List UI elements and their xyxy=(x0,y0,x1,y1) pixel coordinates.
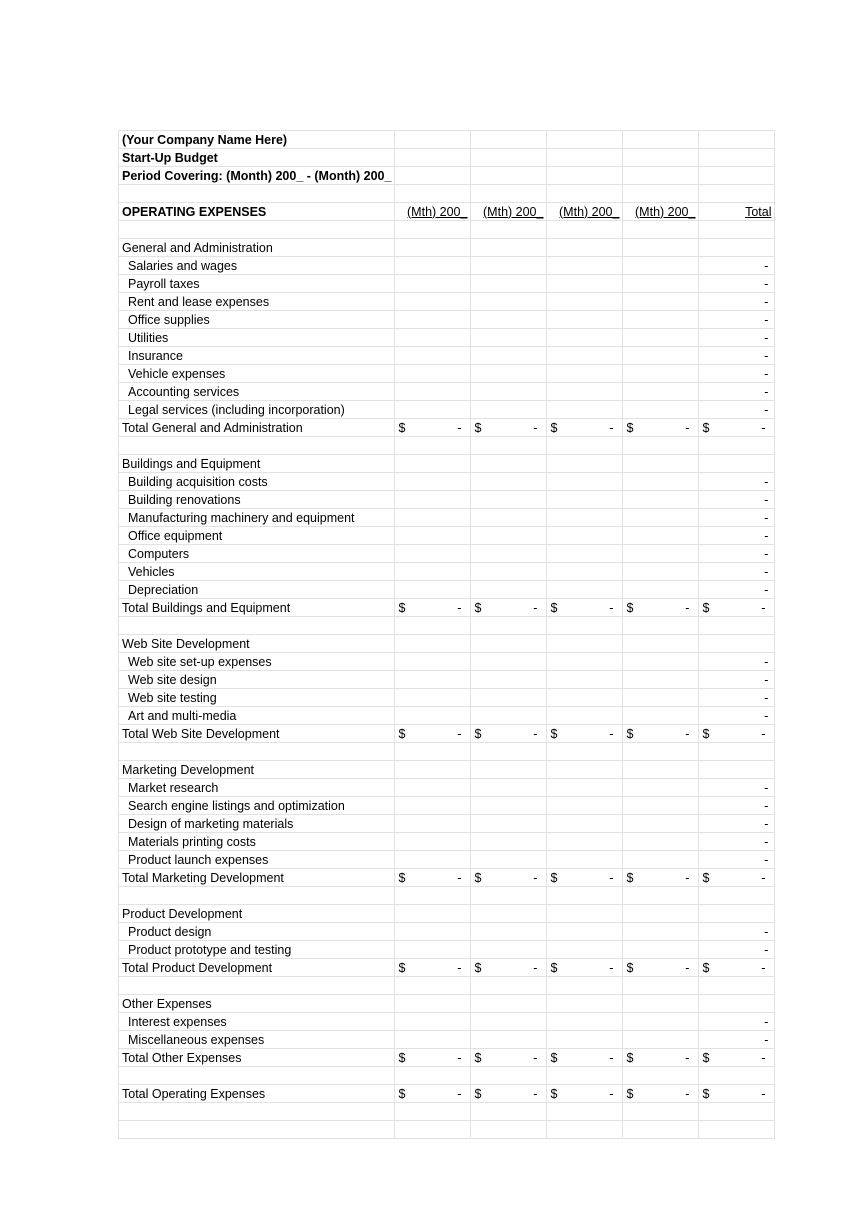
row-total-dash[interactable]: - xyxy=(699,383,775,401)
expense-row xyxy=(119,401,775,419)
currency-symbol: $ xyxy=(398,1050,406,1065)
expense-row xyxy=(119,257,775,275)
blank-row xyxy=(119,1121,775,1139)
expense-label[interactable]: Accounting services xyxy=(119,383,395,401)
blank-row xyxy=(119,743,775,761)
row-total-dash[interactable]: - xyxy=(699,779,775,797)
expense-row xyxy=(119,815,775,833)
blank-row xyxy=(119,617,775,635)
row-total-dash[interactable]: - xyxy=(699,653,775,671)
dash-value: - xyxy=(761,726,766,741)
section-total-row-month-3[interactable] xyxy=(547,419,623,437)
currency-symbol: $ xyxy=(550,870,558,885)
expense-row xyxy=(119,545,775,563)
dash-value: - xyxy=(761,870,766,885)
section-total-row-grand[interactable] xyxy=(699,419,775,437)
section-total-row-grand[interactable] xyxy=(699,1049,775,1067)
row-total-dash[interactable]: - xyxy=(699,329,775,347)
expense-label[interactable]: Vehicle expenses xyxy=(119,365,395,383)
dash-value: - xyxy=(609,1050,614,1065)
section-total-row-month-4[interactable] xyxy=(623,959,699,977)
dash-value: - xyxy=(609,726,614,741)
expense-label[interactable]: Manufacturing machinery and equipment xyxy=(119,509,395,527)
row-total-dash[interactable]: - xyxy=(699,563,775,581)
section-total-row-grand[interactable] xyxy=(699,959,775,977)
section-total-row xyxy=(119,419,775,437)
row-total-dash[interactable]: - xyxy=(699,365,775,383)
expense-label[interactable]: Depreciation xyxy=(119,581,395,599)
currency-symbol: $ xyxy=(702,726,710,741)
row-total-dash[interactable]: - xyxy=(699,275,775,293)
currency-symbol: $ xyxy=(398,726,406,741)
expense-label[interactable]: Payroll taxes xyxy=(119,275,395,293)
dash-value: - xyxy=(533,960,538,975)
section-total-row-month-2[interactable] xyxy=(471,599,547,617)
row-total-dash[interactable]: - xyxy=(699,815,775,833)
expense-label[interactable]: Web site design xyxy=(119,671,395,689)
dash-value: - xyxy=(457,960,462,975)
expense-row xyxy=(119,689,775,707)
month-header-3[interactable]: (Mth) 200_ xyxy=(547,203,623,221)
currency-symbol: $ xyxy=(474,1050,482,1065)
dash-value: - xyxy=(533,726,538,741)
dash-value: - xyxy=(685,960,690,975)
row-total-dash[interactable]: - xyxy=(699,545,775,563)
expense-row xyxy=(119,347,775,365)
row-total-dash[interactable]: - xyxy=(699,1031,775,1049)
row-total-dash[interactable]: - xyxy=(699,509,775,527)
dash-value: - xyxy=(685,870,690,885)
section-total-row-month-2[interactable] xyxy=(471,419,547,437)
expense-label[interactable]: Insurance xyxy=(119,347,395,365)
dash-value: - xyxy=(533,420,538,435)
dash-value: - xyxy=(533,1086,538,1101)
dash-value: - xyxy=(761,1050,766,1065)
row-total-dash[interactable]: - xyxy=(699,527,775,545)
currency-symbol: $ xyxy=(626,600,634,615)
expense-label[interactable]: Office supplies xyxy=(119,311,395,329)
expense-label[interactable]: Rent and lease expenses xyxy=(119,293,395,311)
expense-label[interactable]: Miscellaneous expenses xyxy=(119,1031,395,1049)
currency-symbol: $ xyxy=(626,1050,634,1065)
expense-label[interactable]: Search engine listings and optimization xyxy=(119,797,395,815)
expense-row xyxy=(119,329,775,347)
section-total-row xyxy=(119,1049,775,1067)
section-total-row-label[interactable]: Total Other Expenses xyxy=(119,1049,395,1067)
blank-row xyxy=(119,185,775,203)
section-total-row-month-4[interactable] xyxy=(623,1049,699,1067)
row-total-dash[interactable]: - xyxy=(699,797,775,815)
section-header-row xyxy=(119,761,775,779)
dash-value: - xyxy=(533,870,538,885)
section-total-row-grand[interactable] xyxy=(699,869,775,887)
currency-symbol: $ xyxy=(550,420,558,435)
row-total-dash[interactable]: - xyxy=(699,833,775,851)
expense-row xyxy=(119,779,775,797)
expense-label[interactable]: Market research xyxy=(119,779,395,797)
section-total-row-month-3[interactable] xyxy=(547,599,623,617)
expense-label[interactable]: Materials printing costs xyxy=(119,833,395,851)
section-total-row-month-4[interactable] xyxy=(623,419,699,437)
period-covering[interactable]: Period Covering: (Month) 200_ - (Month) 200_ xyxy=(119,167,395,185)
expense-row xyxy=(119,1031,775,1049)
expense-label[interactable]: Design of marketing materials xyxy=(119,815,395,833)
blank-row xyxy=(119,221,775,239)
section-total-row-month-3[interactable] xyxy=(547,725,623,743)
expense-label[interactable]: Art and multi-media xyxy=(119,707,395,725)
row-total-dash[interactable]: - xyxy=(699,941,775,959)
dash-value: - xyxy=(685,1050,690,1065)
section-total-row-label[interactable]: Total Web Site Development xyxy=(119,725,395,743)
expense-label[interactable]: Legal services (including incorporation) xyxy=(119,401,395,419)
row-total-dash[interactable]: - xyxy=(699,491,775,509)
dash-value: - xyxy=(457,420,462,435)
title-row xyxy=(119,149,775,167)
section-title[interactable]: Product Development xyxy=(119,905,395,923)
currency-symbol: $ xyxy=(474,1086,482,1101)
currency-symbol: $ xyxy=(626,726,634,741)
section-total-row-label[interactable]: Total General and Administration xyxy=(119,419,395,437)
company-row xyxy=(119,131,775,149)
section-total-row-month-3[interactable] xyxy=(547,959,623,977)
currency-symbol: $ xyxy=(550,1086,558,1101)
currency-symbol: $ xyxy=(626,870,634,885)
total-header[interactable]: Total xyxy=(699,203,775,221)
row-total-dash[interactable]: - xyxy=(699,293,775,311)
currency-symbol: $ xyxy=(550,1050,558,1065)
row-total-dash[interactable]: - xyxy=(699,851,775,869)
month-header-1[interactable]: (Mth) 200_ xyxy=(395,203,471,221)
expense-row xyxy=(119,797,775,815)
dash-value: - xyxy=(609,600,614,615)
expense-row xyxy=(119,491,775,509)
expense-row xyxy=(119,833,775,851)
section-total-row xyxy=(119,959,775,977)
expense-row xyxy=(119,527,775,545)
currency-symbol: $ xyxy=(550,600,558,615)
expense-row xyxy=(119,509,775,527)
currency-symbol: $ xyxy=(626,960,634,975)
currency-symbol: $ xyxy=(398,960,406,975)
grand-total-row-month-4[interactable] xyxy=(623,1085,699,1103)
row-total-dash[interactable]: - xyxy=(699,671,775,689)
currency-symbol: $ xyxy=(702,420,710,435)
blank-row xyxy=(119,1067,775,1085)
row-total-dash[interactable]: - xyxy=(699,401,775,419)
currency-symbol: $ xyxy=(702,870,710,885)
currency-symbol: $ xyxy=(474,960,482,975)
section-header-row xyxy=(119,455,775,473)
section-total-row-month-2[interactable] xyxy=(471,959,547,977)
grand-total-row-label[interactable]: Total Operating Expenses xyxy=(119,1085,395,1103)
blank-row xyxy=(119,437,775,455)
expense-label[interactable]: Utilities xyxy=(119,329,395,347)
section-title[interactable]: Web Site Development xyxy=(119,635,395,653)
expense-label[interactable]: Vehicles xyxy=(119,563,395,581)
dash-value: - xyxy=(761,1086,766,1101)
month-header-4[interactable]: (Mth) 200_ xyxy=(623,203,699,221)
blank-row xyxy=(119,1103,775,1121)
section-total-row xyxy=(119,599,775,617)
dash-value: - xyxy=(761,960,766,975)
section-total-row-month-1[interactable] xyxy=(395,869,471,887)
grand-total-row xyxy=(119,1085,775,1103)
section-total-row-month-3[interactable] xyxy=(547,1049,623,1067)
section-total-row-month-1[interactable] xyxy=(395,725,471,743)
section-total-row-month-1[interactable] xyxy=(395,959,471,977)
expense-row xyxy=(119,293,775,311)
currency-symbol: $ xyxy=(626,1086,634,1101)
expense-row xyxy=(119,671,775,689)
dash-value: - xyxy=(609,870,614,885)
dash-value: - xyxy=(457,726,462,741)
grand-total-row-month-3[interactable] xyxy=(547,1085,623,1103)
expense-row xyxy=(119,275,775,293)
dash-value: - xyxy=(457,600,462,615)
row-total-dash[interactable]: - xyxy=(699,473,775,491)
currency-symbol: $ xyxy=(702,600,710,615)
row-total-dash[interactable]: - xyxy=(699,707,775,725)
dash-value: - xyxy=(761,420,766,435)
expense-row xyxy=(119,311,775,329)
grand-total-row-grand[interactable] xyxy=(699,1085,775,1103)
dash-value: - xyxy=(685,726,690,741)
section-total-row-month-4[interactable] xyxy=(623,725,699,743)
row-total-dash[interactable]: - xyxy=(699,347,775,365)
expense-label[interactable]: Web site testing xyxy=(119,689,395,707)
section-total-row-month-2[interactable] xyxy=(471,725,547,743)
expense-label[interactable]: Building acquisition costs xyxy=(119,473,395,491)
row-total-dash[interactable]: - xyxy=(699,923,775,941)
currency-symbol: $ xyxy=(702,1050,710,1065)
row-total-dash[interactable]: - xyxy=(699,581,775,599)
dash-value: - xyxy=(685,600,690,615)
section-total-row-grand[interactable] xyxy=(699,725,775,743)
currency-symbol: $ xyxy=(626,420,634,435)
company-name[interactable]: (Your Company Name Here) xyxy=(119,131,395,149)
grand-total-row-month-2[interactable] xyxy=(471,1085,547,1103)
section-header-row xyxy=(119,905,775,923)
dash-value: - xyxy=(685,1086,690,1101)
section-header-row xyxy=(119,635,775,653)
section-total-row-month-3[interactable] xyxy=(547,869,623,887)
budget-sheet xyxy=(118,130,775,1139)
currency-symbol: $ xyxy=(474,420,482,435)
section-total-row-label[interactable]: Total Marketing Development xyxy=(119,869,395,887)
expense-label[interactable]: Building renovations xyxy=(119,491,395,509)
section-total-row-label[interactable]: Total Buildings and Equipment xyxy=(119,599,395,617)
sheet-body xyxy=(119,131,775,1139)
section-title[interactable]: Buildings and Equipment xyxy=(119,455,395,473)
section-title[interactable]: Other Expenses xyxy=(119,995,395,1013)
period-row xyxy=(119,167,775,185)
expense-label[interactable]: Product prototype and testing xyxy=(119,941,395,959)
operating-expenses-heading[interactable]: OPERATING EXPENSES xyxy=(119,203,395,221)
expense-label[interactable]: Product design xyxy=(119,923,395,941)
blank-row xyxy=(119,887,775,905)
dash-value: - xyxy=(457,1050,462,1065)
section-total-row-month-1[interactable] xyxy=(395,599,471,617)
dash-value: - xyxy=(761,600,766,615)
dash-value: - xyxy=(533,600,538,615)
expense-row xyxy=(119,653,775,671)
expense-row xyxy=(119,941,775,959)
expense-label[interactable]: Computers xyxy=(119,545,395,563)
row-total-dash[interactable]: - xyxy=(699,1013,775,1031)
currency-symbol: $ xyxy=(398,870,406,885)
expense-row xyxy=(119,581,775,599)
section-total-row xyxy=(119,725,775,743)
section-header-row xyxy=(119,995,775,1013)
currency-symbol: $ xyxy=(550,726,558,741)
row-total-dash[interactable]: - xyxy=(699,311,775,329)
section-total-row-month-4[interactable] xyxy=(623,599,699,617)
currency-symbol: $ xyxy=(474,726,482,741)
dash-value: - xyxy=(457,1086,462,1101)
currency-symbol: $ xyxy=(474,870,482,885)
expense-label[interactable]: Product launch expenses xyxy=(119,851,395,869)
currency-symbol: $ xyxy=(398,420,406,435)
section-total-row-month-1[interactable] xyxy=(395,419,471,437)
currency-symbol: $ xyxy=(474,600,482,615)
section-total-row xyxy=(119,869,775,887)
expense-row xyxy=(119,923,775,941)
section-total-row-month-2[interactable] xyxy=(471,1049,547,1067)
section-title[interactable]: Marketing Development xyxy=(119,761,395,779)
currency-symbol: $ xyxy=(398,600,406,615)
currency-symbol: $ xyxy=(702,960,710,975)
expense-row xyxy=(119,1013,775,1031)
expense-row xyxy=(119,563,775,581)
section-total-row-month-2[interactable] xyxy=(471,869,547,887)
column-header-row xyxy=(119,203,775,221)
currency-symbol: $ xyxy=(550,960,558,975)
currency-symbol: $ xyxy=(702,1086,710,1101)
budget-title[interactable]: Start-Up Budget xyxy=(119,149,395,167)
dash-value: - xyxy=(609,960,614,975)
section-header-row xyxy=(119,239,775,257)
expense-label[interactable]: Web site set-up expenses xyxy=(119,653,395,671)
dash-value: - xyxy=(457,870,462,885)
expense-label[interactable]: Office equipment xyxy=(119,527,395,545)
dash-value: - xyxy=(685,420,690,435)
blank-row xyxy=(119,977,775,995)
row-total-dash[interactable]: - xyxy=(699,689,775,707)
section-total-row-month-1[interactable] xyxy=(395,1049,471,1067)
expense-row xyxy=(119,851,775,869)
dash-value: - xyxy=(609,1086,614,1101)
grand-total-row-month-1[interactable] xyxy=(395,1085,471,1103)
currency-symbol: $ xyxy=(398,1086,406,1101)
expense-label[interactable]: Salaries and wages xyxy=(119,257,395,275)
expense-row xyxy=(119,473,775,491)
expense-row xyxy=(119,365,775,383)
expense-row xyxy=(119,707,775,725)
month-header-2[interactable]: (Mth) 200_ xyxy=(471,203,547,221)
section-title[interactable]: General and Administration xyxy=(119,239,395,257)
expense-row xyxy=(119,383,775,401)
dash-value: - xyxy=(609,420,614,435)
section-total-row-month-4[interactable] xyxy=(623,869,699,887)
section-total-row-grand[interactable] xyxy=(699,599,775,617)
section-total-row-label[interactable]: Total Product Development xyxy=(119,959,395,977)
dash-value: - xyxy=(533,1050,538,1065)
row-total-dash[interactable]: - xyxy=(699,257,775,275)
expense-label[interactable]: Interest expenses xyxy=(119,1013,395,1031)
